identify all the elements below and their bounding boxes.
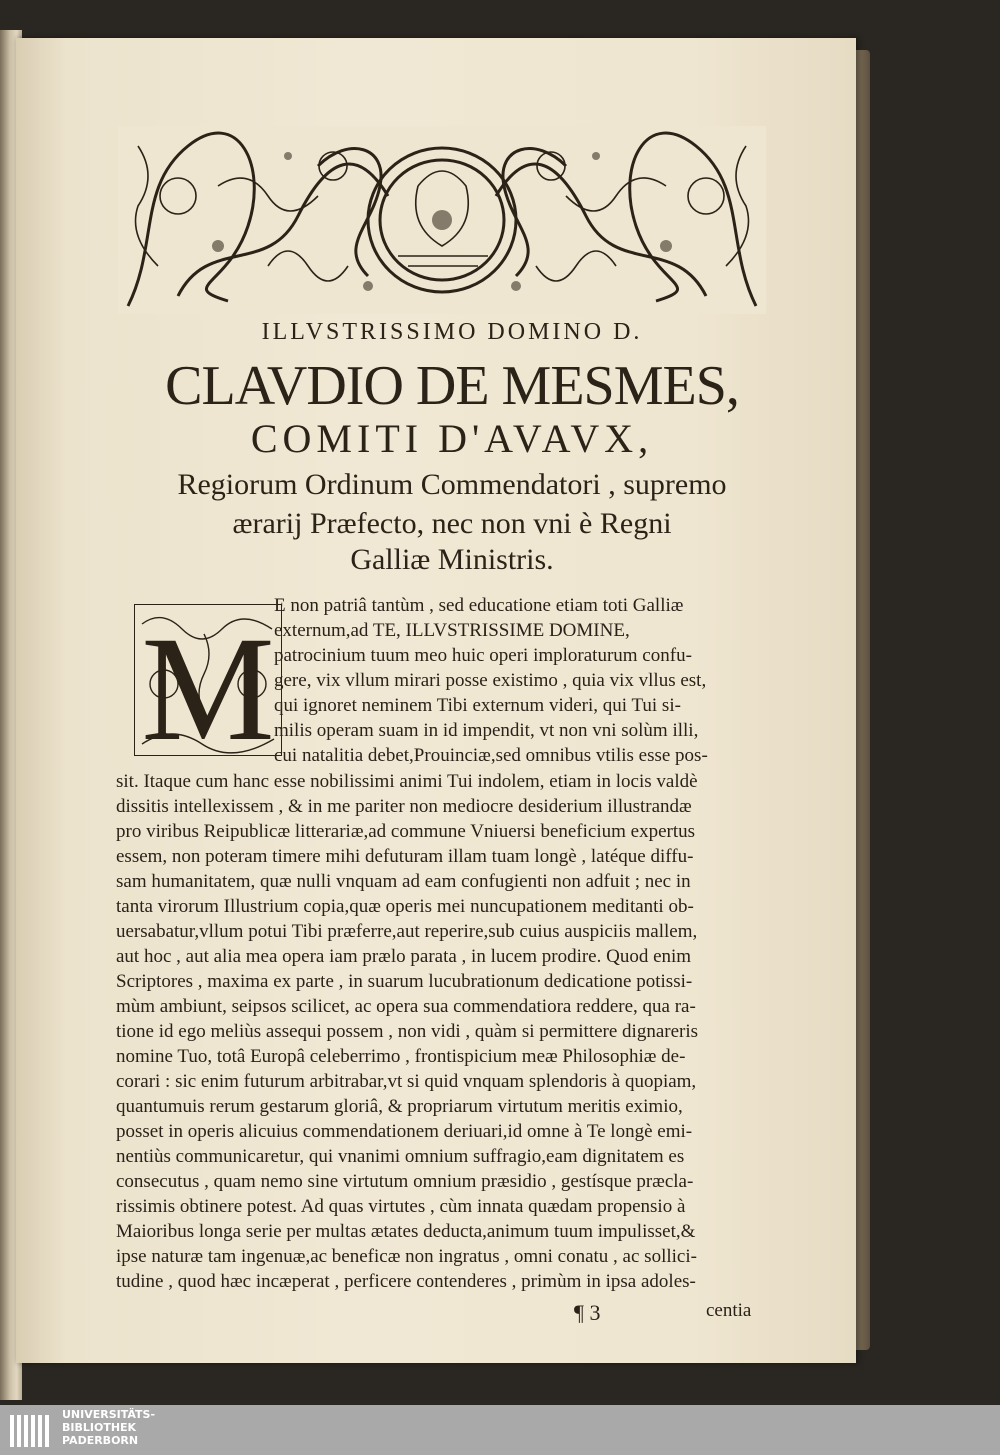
body-line: uersabatur,vllum potui Tibi præferre,aut reperire,sub cuius auspiciis mallem,: [116, 921, 698, 942]
body-line: dissitis intellexissem , & in me pariter non mediocre desiderium illustrandæ: [116, 796, 692, 817]
dedicatee-title: COMITI D'AVAVX,: [250, 416, 654, 461]
body-line: consecutus , quam nemo sine virtutum omnium præsidio , gestísque præcla-: [116, 1171, 694, 1192]
body-line: nomine Tuo, totâ Europâ celeberrimo , frontispicium meæ Philosophiæ de-: [116, 1046, 686, 1067]
body-line: Maioribus longa serie per multas ætates deducta,animum tuum impulisset,&: [116, 1221, 696, 1242]
dedication-heading-line-1: ILLVSTRISSIMO DOMINO D.: [261, 319, 643, 345]
body-line: pro viribus Reipublicæ litterariæ,ad commune Vniuersi beneficium expertus: [116, 821, 696, 842]
body-line: mùm ambiunt, seipsos scilicet, ac opera sua commendatiora reddere, qua ra-: [116, 996, 696, 1017]
body-line: gere, vix vllum mirari posse existimo , quia vix vllus est,: [274, 670, 707, 691]
body-line: sit. Itaque cum hanc esse nobilissimi animi Tui indolem, etiam in locis valdè: [116, 771, 698, 792]
body-line: quantumuis rerum gestarum gloriâ, & propriarum virtutum meritis eximio,: [116, 1096, 683, 1117]
body-line: essem, non poteram timere mihi defuturam illam tuam longè , latéque diffu-: [116, 846, 694, 867]
dedicatee-office-line-2: ærarij Præfecto, nec non vni è Regni: [232, 507, 672, 540]
library-name-line-3: PADERBORN: [62, 1434, 139, 1447]
library-name-line-1: UNIVERSITÄTS-: [62, 1408, 156, 1421]
library-logo-icon: [8, 1411, 52, 1451]
signature-mark: ¶ 3: [574, 1300, 601, 1325]
body-line: qui ignoret neminem Tibi externum videri, qui Tui si-: [274, 695, 681, 716]
body-line: sam humanitatem, quæ nulli vnquam ad eam confugienti non adfuit ; nec in: [116, 871, 691, 892]
body-line: tudine , quod hæc incæperat , perficere contenderes , primùm in ipsa adoles-: [116, 1271, 696, 1292]
body-line: aut hoc , aut alia mea opera iam prælo parata , in lucem prodire. Quod enim: [116, 946, 692, 967]
book-page: [16, 38, 856, 1363]
body-line: Scriptores , maxima ex parte , in suarum lucubrationum dedicatione potissi-: [116, 971, 693, 992]
dedicatee-office-line-1: Regiorum Ordinum Commendatori , supremo: [177, 468, 727, 501]
body-line: cui natalitia debet,Prouinciæ,sed omnibus vtilis esse pos-: [274, 745, 708, 766]
library-name: [62, 1408, 182, 1447]
body-line: externum,ad TE, ILLVSTRISSIME DOMINE,: [274, 620, 630, 641]
library-footer-bar: [0, 1405, 1000, 1455]
body-line: rissimis obtinere potest. Ad quas virtutes , cùm innata quædam propensio à: [116, 1196, 686, 1217]
body-line: tanta virorum Illustrium copia,quæ operis mei nuncupationem meditanti ob-: [116, 896, 694, 917]
body-line: corari : sic enim futurum arbitrabar,vt si quid vnquam splendoris à quopiam,: [116, 1071, 697, 1092]
catchword: centia: [706, 1300, 752, 1321]
library-name-line-2: BIBLIOTHEK: [62, 1421, 137, 1434]
body-line: nentiùs communicaretur, qui vnanimi omnium suffragio,eam dignitatem es: [116, 1146, 685, 1167]
body-line: tione id ego meliùs assequi possem , non vidi , quàm si permittere dignareris: [116, 1021, 699, 1042]
body-line: ipse naturæ tam ingenuæ,ac beneficæ non ingratus , omni conatu , ac sollici-: [116, 1246, 697, 1267]
body-line: E non patriâ tantùm , sed educatione etiam toti Galliæ: [274, 595, 684, 616]
body-line: posset in operis alicuius commendationem deriuari,id omne à Te longè emi-: [116, 1121, 693, 1142]
body-line: patrocinium tuum meo huic operi imploraturum confu-: [274, 645, 692, 666]
ornamental-headpiece: [118, 126, 766, 314]
dedicatee-name: CLAVDIO DE MESMES,: [165, 355, 739, 417]
svg-text:M: M: [141, 606, 275, 756]
decorated-initial-m: [134, 604, 282, 756]
body-line: milis operam suam in id impendit, vt non vni solùm illi,: [274, 720, 699, 741]
dedicatee-office-line-3: Galliæ Ministris.: [350, 543, 554, 576]
